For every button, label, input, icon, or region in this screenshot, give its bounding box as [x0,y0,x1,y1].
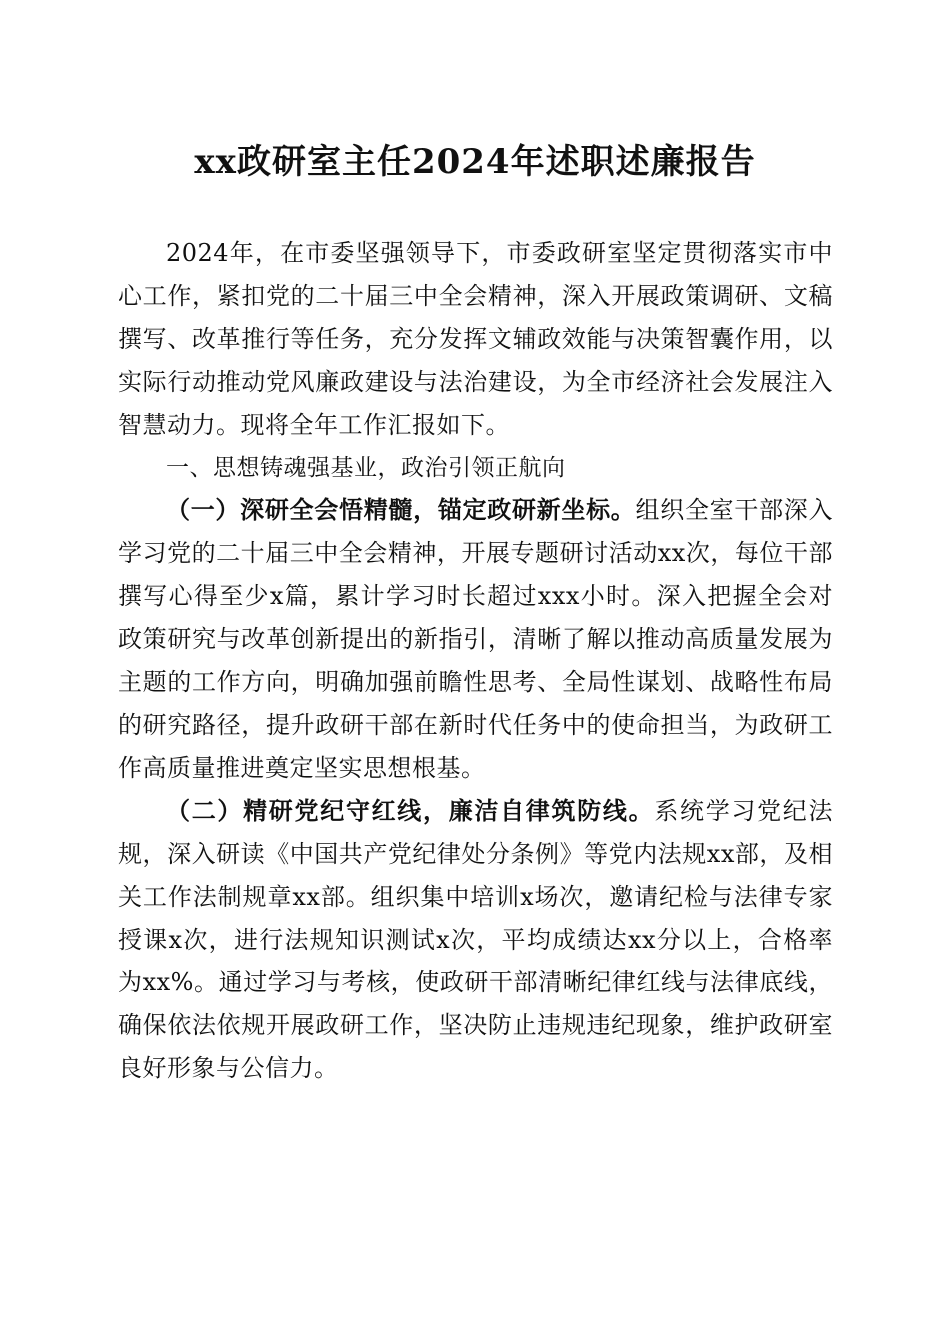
section-heading: 一、思想铸魂强基业，政治引领正航向 [166,454,566,481]
document-title: xx政研室主任2024年述职述廉报告 [194,142,756,182]
item-lead-2: （二）精研党纪守红线，廉洁自律筑防线。 [166,795,655,825]
item-paragraph-1 [118,489,833,789]
item-paragraph-2 [118,790,833,1090]
item-text-2: 系统学习党纪法规，深入研读《中国共产党纪律处分条例》等党内法规xx部，及相关工作法制规章xx部。组织集中培训x场次，邀请纪检与法律专家授课x次，进行法规知识测试x次，平均成绩达xx分以上，合格率为xx%。通过学习与考核，使政研干部清晰纪律红线与法律底线，确保依法依规开展政研工作，坚决防止违规违纪现象，维护政研室良好形象与公信力。 [118,796,834,1083]
intro-paragraph: 2024年，在市委坚强领导下，市委政研室坚定贯彻落实市中心工作，紧扣党的二十届三中全会精神，深入开展政策调研、文稿撰写、改革推行等任务，充分发挥文辅政效能与决策智囊作用，以实际行动推动党风廉政建设与法治建设，为全市经济社会发展注入智慧动力。现将全年工作汇报如下。 [118,239,833,439]
item-lead-1: （一）深研全会悟精髓，锚定政研新坐标。 [166,495,636,525]
item-text-1: 组织全室干部深入学习党的二十届三中全会精神，开展专题研讨活动xx次，每位干部撰写心得至少x篇，累计学习时长超过xxx小时。深入把握全会对政策研究与改革创新提出的新指引，清晰了解以推动高质量发展为主题的工作方向，明确加强前瞻性思考、全局性谋划、战略性布局的研究路径，提升政研干部在新时代任务中的使命担当，为政研工作高质量推进奠定坚实思想根基。 [118,496,834,782]
document-body [118,232,833,1090]
